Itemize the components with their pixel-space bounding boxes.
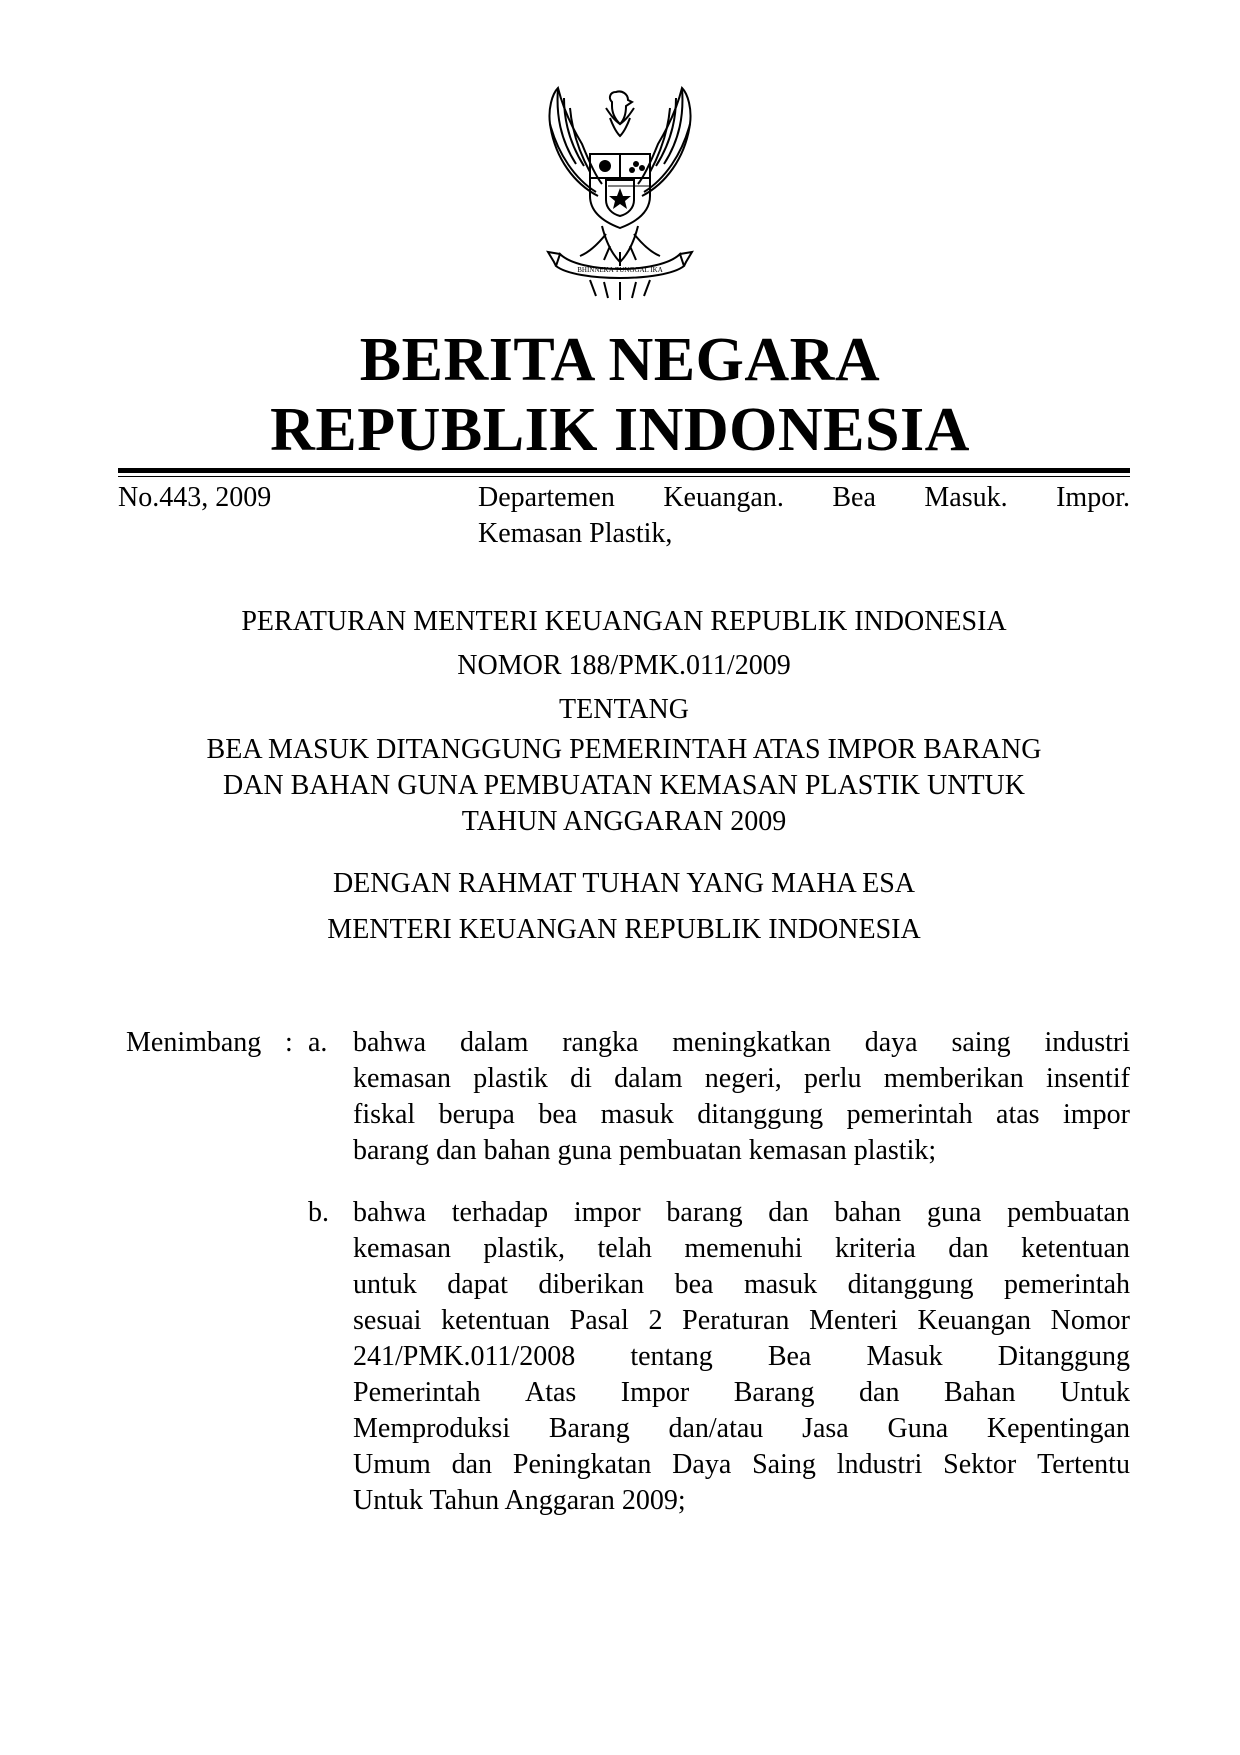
- regulation-tentang-block: [118, 692, 1130, 728]
- item-word: Daya: [672, 1449, 732, 1480]
- item-word: perlu: [803, 1063, 862, 1094]
- item-word: berupa: [438, 1099, 515, 1130]
- issue-subject: [478, 480, 1130, 552]
- item-word: barang dan bahan guna pembuatan kemasan plastik;: [353, 1135, 937, 1166]
- menimbang-colon: :: [285, 1027, 293, 1058]
- item-letter-a: a.: [308, 1027, 328, 1058]
- regulation-number: NOMOR 188/PMK.011/2009: [457, 650, 791, 681]
- item-word: Memproduksi: [353, 1413, 511, 1444]
- item-line: [353, 1025, 1130, 1061]
- item-word: plastik,: [483, 1233, 566, 1264]
- issue-subject-word: Keuangan.: [663, 482, 784, 513]
- menimbang-item-a: [353, 1025, 1130, 1169]
- item-word: Saing: [752, 1449, 816, 1480]
- item-word: 241/PMK.011/2008: [353, 1341, 576, 1372]
- item-line: [353, 1411, 1130, 1447]
- item-word: pemerintah: [846, 1099, 973, 1130]
- issue-subject-word: Bea: [832, 482, 876, 513]
- issue-subject-word: Masuk.: [924, 482, 1008, 513]
- item-word: dapat: [447, 1269, 508, 1300]
- masthead-line-1: BERITA NEGARA: [359, 326, 881, 394]
- item-line: [353, 1447, 1130, 1483]
- item-word: diberikan: [538, 1269, 645, 1300]
- item-word: Atas: [525, 1377, 577, 1408]
- item-word: pembuatan: [1007, 1197, 1130, 1228]
- item-word: Jasa: [802, 1413, 849, 1444]
- item-word: kemasan: [353, 1233, 451, 1264]
- regulation-number-block: [118, 648, 1130, 684]
- item-line: [353, 1231, 1130, 1267]
- item-word: telah: [597, 1233, 652, 1264]
- item-line: [353, 1303, 1130, 1339]
- item-word: industri: [1044, 1027, 1130, 1058]
- menimbang-item-b: [353, 1195, 1130, 1519]
- item-word: Nomor: [1050, 1305, 1130, 1336]
- item-word: masuk: [600, 1099, 674, 1130]
- item-word: impor: [1063, 1099, 1130, 1130]
- regulation-line-1: PERATURAN MENTERI KEUANGAN REPUBLIK INDONESIA: [241, 606, 1007, 637]
- issuer-block: [118, 912, 1130, 948]
- item-word: dan: [948, 1233, 989, 1264]
- item-line: [353, 1267, 1130, 1303]
- item-word: sesuai: [353, 1305, 422, 1336]
- item-word: Bahan: [943, 1377, 1016, 1408]
- item-line: [353, 1133, 1130, 1169]
- item-word: rangka: [562, 1027, 639, 1058]
- item-word: dan: [859, 1377, 900, 1408]
- item-word: dan: [451, 1449, 493, 1480]
- item-word: terhadap: [451, 1197, 549, 1228]
- item-word: Pasal: [569, 1305, 629, 1336]
- item-word: dan/atau: [668, 1413, 764, 1444]
- item-word: untuk: [353, 1269, 417, 1300]
- item-word: memenuhi: [684, 1233, 803, 1264]
- item-word: ditanggung: [697, 1099, 824, 1130]
- item-word: bahan: [834, 1197, 902, 1228]
- menimbang-label: Menimbang: [126, 1027, 262, 1058]
- item-word: daya: [864, 1027, 918, 1058]
- item-line: [353, 1061, 1130, 1097]
- item-word: Peraturan: [682, 1305, 790, 1336]
- item-word: di: [570, 1063, 592, 1094]
- svg-text:BHINNEKA TUNGGAL IKA: BHINNEKA TUNGGAL IKA: [577, 266, 663, 274]
- item-word: Keuangan: [917, 1305, 1031, 1336]
- issue-number: No.443, 2009: [118, 482, 272, 513]
- item-word: meningkatkan: [672, 1027, 831, 1058]
- item-word: dalam: [459, 1027, 529, 1058]
- item-word: barang: [666, 1197, 743, 1228]
- item-word: impor: [573, 1197, 641, 1228]
- issuer: MENTERI KEUANGAN REPUBLIK INDONESIA: [327, 914, 921, 945]
- item-line: [353, 1195, 1130, 1231]
- item-word: Untuk: [1059, 1377, 1130, 1408]
- issue-subject-line-2: Kemasan Plastik,: [478, 518, 673, 549]
- item-word: tentang: [630, 1341, 713, 1372]
- item-word: Barang: [733, 1377, 815, 1408]
- issue-subject-word: Departemen: [478, 482, 615, 513]
- item-line: [353, 1375, 1130, 1411]
- item-word: ketentuan: [1021, 1233, 1130, 1264]
- masthead-line-2: REPUBLIK INDONESIA: [270, 396, 970, 464]
- item-word: Pemerintah: [353, 1377, 481, 1408]
- item-word: insentif: [1045, 1063, 1130, 1094]
- garuda-pancasila-emblem: [520, 84, 720, 302]
- item-word: Barang: [548, 1413, 630, 1444]
- item-word: lndustri: [836, 1449, 923, 1480]
- item-word: memberikan: [883, 1063, 1024, 1094]
- item-word: bahwa: [353, 1197, 427, 1228]
- item-word: kriteria: [834, 1233, 916, 1264]
- invocation-block: [118, 866, 1130, 902]
- item-word: kemasan: [353, 1063, 451, 1094]
- item-word: Sektor: [943, 1449, 1017, 1480]
- item-word: masuk: [743, 1269, 818, 1300]
- issue-subject-line-1: [478, 480, 1130, 516]
- item-word: pemerintah: [1004, 1269, 1130, 1300]
- item-word: dan: [768, 1197, 809, 1228]
- item-word: guna: [926, 1197, 982, 1228]
- item-word: fiskal: [353, 1099, 416, 1130]
- item-word: Untuk Tahun Anggaran 2009;: [353, 1485, 686, 1516]
- item-word: Tertentu: [1037, 1449, 1130, 1480]
- item-word: ditanggung: [847, 1269, 974, 1300]
- invocation: DENGAN RAHMAT TUHAN YANG MAHA ESA: [332, 868, 916, 899]
- regulation-title: [118, 732, 1130, 840]
- item-word: bea: [538, 1099, 578, 1130]
- garuda-emblem-icon: [520, 84, 720, 302]
- item-word: Ditanggung: [997, 1341, 1130, 1372]
- item-word: saing: [951, 1027, 1011, 1058]
- item-word: Menteri: [809, 1305, 898, 1336]
- regulation-heading: [118, 604, 1130, 640]
- item-word: Masuk: [866, 1341, 943, 1372]
- regulation-title-line: DAN BAHAN GUNA PEMBUATAN KEMASAN PLASTIK UNTUK: [222, 770, 1025, 801]
- regulation-title-line: TAHUN ANGGARAN 2009: [461, 806, 787, 837]
- masthead-rule-thick: [118, 468, 1130, 473]
- item-letter-b: b.: [308, 1197, 329, 1228]
- regulation-title-line: BEA MASUK DITANGGUNG PEMERINTAH ATAS IMPOR BARANG: [206, 734, 1042, 765]
- item-word: Impor: [620, 1377, 690, 1408]
- item-word: Peningkatan: [512, 1449, 652, 1480]
- item-line: [353, 1097, 1130, 1133]
- item-word: bea: [674, 1269, 714, 1300]
- item-word: Guna: [887, 1413, 949, 1444]
- item-line: [353, 1483, 1130, 1519]
- item-word: ketentuan: [441, 1305, 550, 1336]
- item-word: bahwa: [353, 1027, 427, 1058]
- issue-subject-word: Impor.: [1056, 482, 1130, 513]
- item-word: Bea: [767, 1341, 812, 1372]
- item-word: Kepentingan: [986, 1413, 1130, 1444]
- regulation-tentang: TENTANG: [559, 694, 689, 725]
- item-word: 2: [648, 1305, 663, 1336]
- item-line: [353, 1339, 1130, 1375]
- item-word: Umum: [353, 1449, 431, 1480]
- item-word: atas: [996, 1099, 1040, 1130]
- masthead-rule-thin: [118, 476, 1130, 477]
- item-word: plastik: [473, 1063, 548, 1094]
- item-word: dalam: [614, 1063, 683, 1094]
- item-word: negeri,: [704, 1063, 782, 1094]
